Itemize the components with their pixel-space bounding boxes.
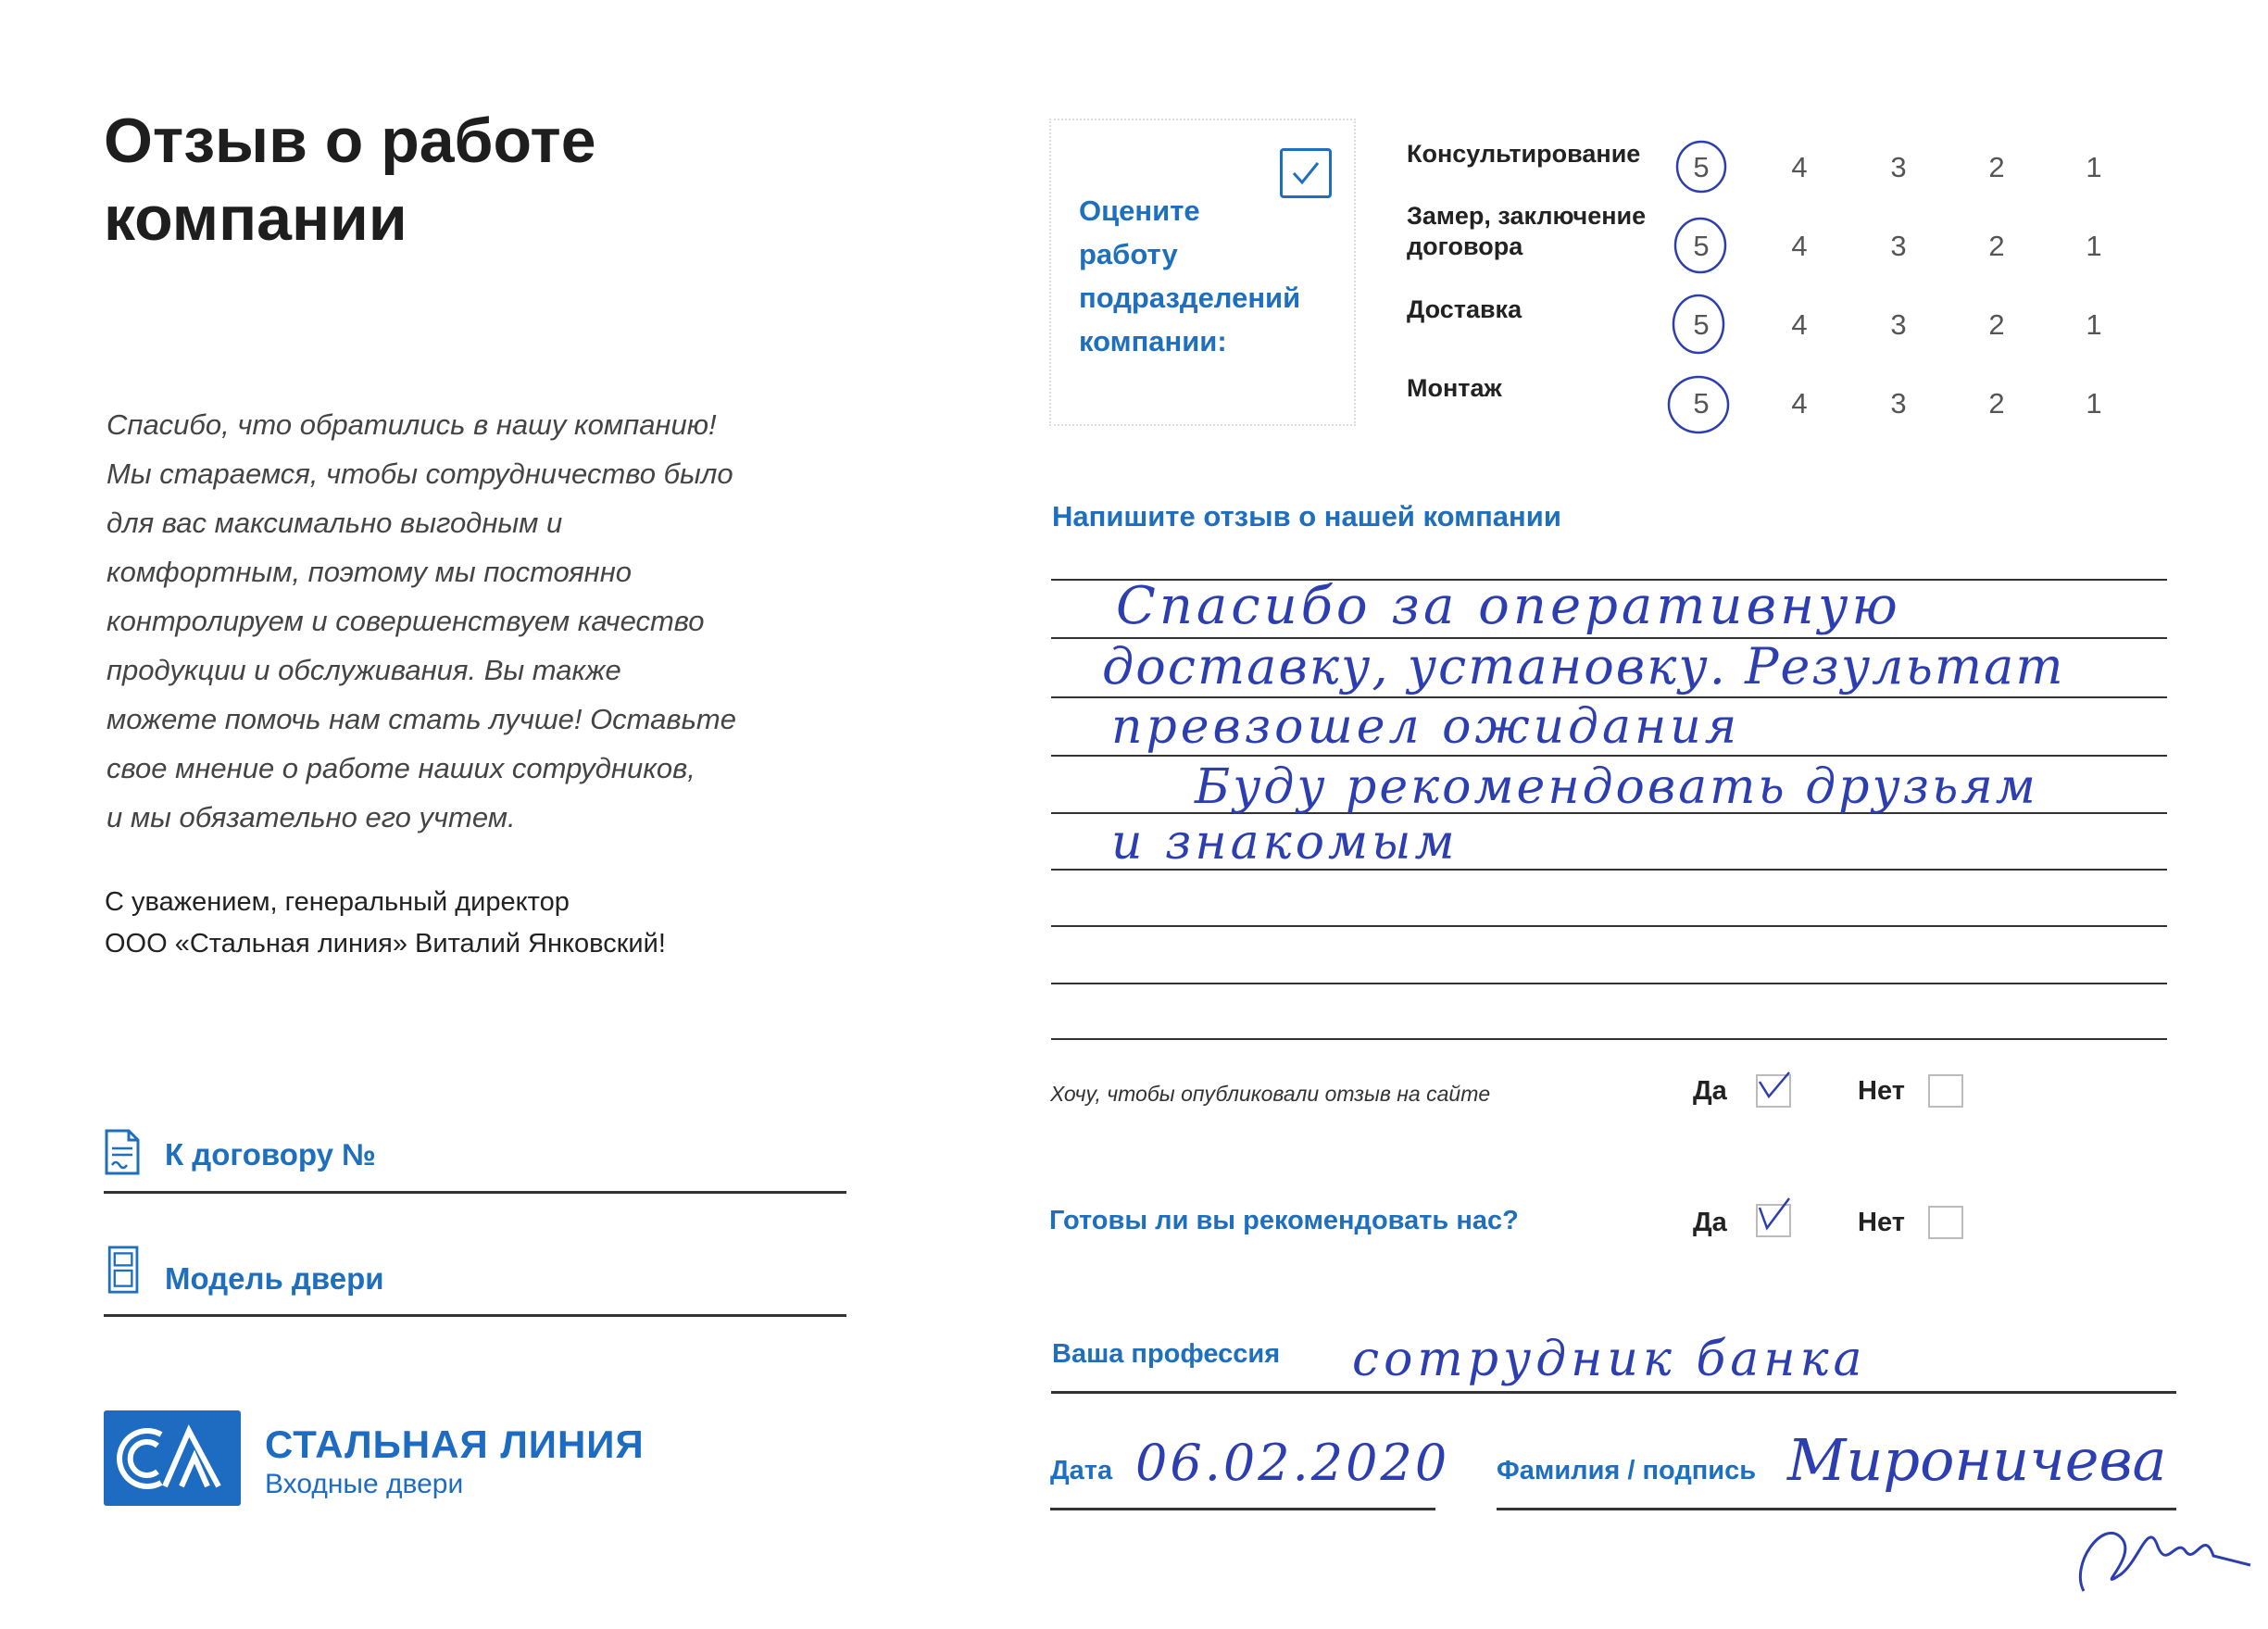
score-5[interactable]: 5 <box>1693 151 1710 183</box>
score-5[interactable]: 5 <box>1693 387 1710 420</box>
date-value: 06.02.2020 <box>1135 1434 1450 1492</box>
review-handwriting-line: превзошел ожидания <box>1111 699 1741 755</box>
publish-no-checkbox[interactable] <box>1928 1074 1963 1108</box>
score-2[interactable]: 2 <box>1988 387 2005 420</box>
review-line[interactable] <box>1051 983 2167 984</box>
contract-field[interactable] <box>104 1191 846 1194</box>
score-1[interactable]: 1 <box>2086 230 2102 262</box>
review-line[interactable] <box>1051 1038 2167 1040</box>
profession-field[interactable] <box>1051 1391 2176 1394</box>
category-label: Монтаж <box>1407 374 1502 402</box>
signature-label: Фамилия / подпись <box>1497 1456 1757 1485</box>
category-delivery <box>1407 294 1522 325</box>
rating-title-line: работу <box>1079 238 1178 270</box>
publish-no-label: Нет <box>1858 1076 1905 1106</box>
date-field[interactable] <box>1050 1508 1435 1510</box>
score-5[interactable]: 5 <box>1693 308 1710 341</box>
document-icon <box>104 1128 141 1176</box>
checkmark-icon <box>1756 1195 1793 1232</box>
category-consulting <box>1407 139 1640 169</box>
category-measuring <box>1407 201 1646 262</box>
intro-line: контролируем и совершенствуем качество <box>107 605 705 637</box>
contract-label: К договору № <box>165 1137 376 1172</box>
intro-line: комфортным, поэтому мы постоянно <box>107 556 633 588</box>
recommend-no-label: Нет <box>1858 1208 1905 1237</box>
logo-mark-icon <box>104 1410 241 1506</box>
score-3[interactable]: 3 <box>1890 151 1907 183</box>
score-3[interactable]: 3 <box>1890 230 1907 262</box>
profession-label: Ваша профессия <box>1052 1339 1281 1369</box>
signature-field[interactable] <box>1497 1508 2176 1510</box>
recommend-question: Готовы ли вы рекомендовать нас? <box>1049 1206 1519 1235</box>
title-line-1: Отзыв о работе <box>104 106 596 176</box>
publish-yes-checkbox[interactable] <box>1756 1074 1791 1108</box>
score-4[interactable]: 4 <box>1791 308 1808 341</box>
review-handwriting-line: и знакомым <box>1111 815 1459 871</box>
selected-circle-consulting <box>1677 142 1725 192</box>
score-2[interactable]: 2 <box>1988 151 2005 183</box>
score-2[interactable]: 2 <box>1988 308 2005 341</box>
regards-line-1: С уважением, генеральный директор <box>105 887 570 917</box>
review-section-title: Напишите отзыв о нашей компании <box>1052 500 1561 533</box>
page-title <box>104 102 596 257</box>
recommend-yes-checkbox[interactable] <box>1756 1204 1791 1237</box>
intro-line: для вас максимально выгодным и <box>107 507 563 539</box>
score-1[interactable]: 1 <box>2086 308 2102 341</box>
rating-title-line: Оцените <box>1079 194 1200 227</box>
door-model-label: Модель двери <box>165 1261 384 1296</box>
selected-score-circles <box>1658 130 1750 445</box>
date-label: Дата <box>1050 1456 1113 1485</box>
score-1[interactable]: 1 <box>2086 387 2102 420</box>
score-5[interactable]: 5 <box>1693 230 1710 262</box>
signature-scribble-icon <box>2065 1482 2260 1602</box>
rating-title-line: компании: <box>1079 325 1227 357</box>
category-label: Доставка <box>1407 295 1522 323</box>
checkmark-icon <box>1756 1069 1793 1102</box>
signature-value: Мироничева <box>1787 1426 2167 1494</box>
score-4[interactable]: 4 <box>1791 151 1808 183</box>
profession-value: сотрудник банка <box>1352 1332 1867 1387</box>
intro-line: продукции и обслуживания. Вы также <box>107 654 621 686</box>
score-3[interactable]: 3 <box>1890 387 1907 420</box>
intro-line: Мы стараемся, чтобы сотрудничество было <box>107 457 733 490</box>
intro-text <box>107 400 847 842</box>
review-handwriting-line: Буду рекомендовать друзьям <box>1195 759 2038 815</box>
rating-title-line: подразделений <box>1079 282 1301 314</box>
brand-subtitle: Входные двери <box>265 1469 464 1499</box>
intro-line: Спасибо, что обратились в нашу компанию! <box>107 408 717 441</box>
review-line[interactable] <box>1051 925 2167 927</box>
review-handwriting-line: доставку, установку. Результат <box>1102 637 2065 695</box>
door-icon <box>106 1246 143 1294</box>
selected-circle-measuring <box>1675 219 1725 272</box>
title-line-2: компании <box>104 183 407 254</box>
category-label: договора <box>1407 232 1523 260</box>
intro-line: свое мнение о работе наших сотрудников, <box>107 752 695 784</box>
door-model-field[interactable] <box>104 1314 846 1317</box>
brand-logo <box>104 1410 241 1506</box>
score-4[interactable]: 4 <box>1791 387 1808 420</box>
category-installation <box>1407 373 1502 404</box>
category-label: Замер, заключение <box>1407 202 1647 230</box>
rating-title <box>1079 189 1329 363</box>
intro-line: и мы обязательно его учтем. <box>107 801 516 833</box>
recommend-no-checkbox[interactable] <box>1928 1206 1963 1239</box>
review-handwriting-line: Спасибо за оперативную <box>1116 576 1901 636</box>
recommend-yes-label: Да <box>1693 1208 1727 1237</box>
review-line[interactable] <box>1051 696 2167 698</box>
score-3[interactable]: 3 <box>1890 308 1907 341</box>
review-line[interactable] <box>1051 755 2167 757</box>
director-regards <box>105 882 666 965</box>
brand-name: СТАЛЬНАЯ ЛИНИЯ <box>265 1422 645 1466</box>
regards-line-2: ООО «Стальная линия» Виталий Янковский! <box>105 929 666 959</box>
selected-circle-installation <box>1669 377 1728 432</box>
publish-yes-label: Да <box>1693 1076 1727 1106</box>
selected-circle-delivery <box>1673 295 1723 353</box>
score-4[interactable]: 4 <box>1791 230 1808 262</box>
publish-question: Хочу, чтобы опубликовали отзыв на сайте <box>1050 1082 1491 1106</box>
intro-line: можете помочь нам стать лучше! Оставьте <box>107 703 736 735</box>
category-label: Консультирование <box>1407 140 1641 168</box>
score-2[interactable]: 2 <box>1988 230 2005 262</box>
score-1[interactable]: 1 <box>2086 151 2102 183</box>
